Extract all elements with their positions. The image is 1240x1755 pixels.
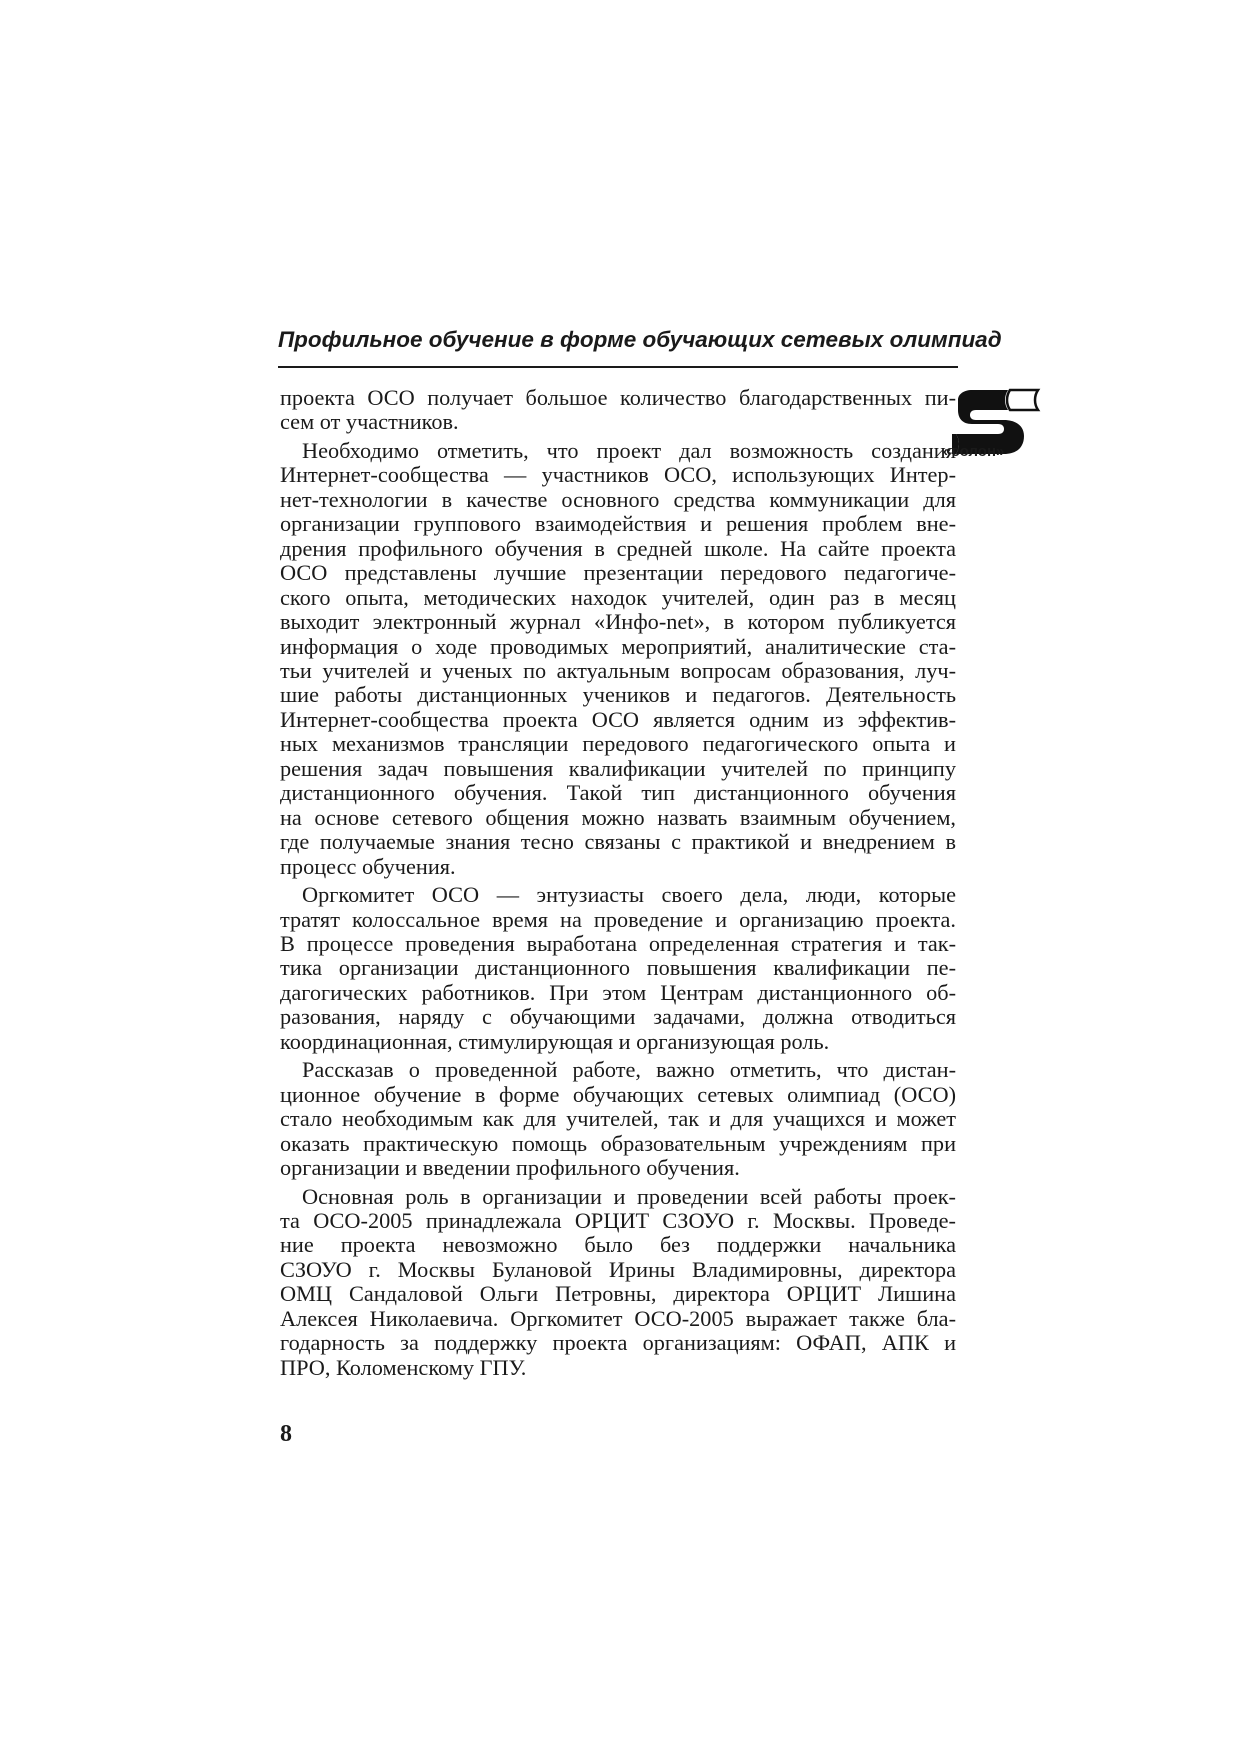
text-line: годарность за поддержку проекта организациям: ОФАП, АПК и — [280, 1330, 956, 1356]
text-line: на основе сетевого общения можно назвать взаимным обучением, — [280, 804, 956, 830]
text-line: разования, наряду с обучающими задачами, должна отводиться — [280, 1004, 956, 1030]
text-line: шие работы дистанционных учеников и педагогов. Деятельность — [280, 682, 956, 708]
text-line: решения задач повышения квалификации учителей по принципу — [280, 755, 956, 781]
text-line: дрения профильного обучения в средней школе. На сайте проекта — [280, 535, 956, 561]
text-line: ОСО представлены лучшие презентации передового педагогиче- — [280, 560, 956, 586]
text-line: нет-технологии в качестве основного средства коммуникации для — [280, 486, 956, 512]
publisher-caption: «солон» — [943, 443, 1005, 460]
text-line: ние проекта невозможно было без поддержки начальника — [280, 1232, 956, 1258]
header-rule — [278, 366, 958, 368]
text-line: координационная, стимулирующая и организующая роль. — [280, 1028, 830, 1054]
text-line: Интернет-сообщества — участников ОСО, использующих Интер- — [280, 462, 956, 488]
text-line: та ОСО-2005 принадлежала ОРЦИТ СЗОУО г. Москвы. Проведе- — [280, 1207, 956, 1233]
text-line: Рассказав о проведенной работе, важно отметить, что дистан- — [302, 1057, 956, 1083]
text-line: ского опыта, методических находок учителей, один раз в месяц — [280, 584, 956, 610]
text-line: проекта ОСО получает большое количество благодарственных пи- — [280, 385, 956, 410]
text-line: ных механизмов трансляции передового педагогического опыта и — [280, 731, 956, 757]
text-line: дистанционного обучения. Такой тип дистанционного обучения — [280, 780, 956, 806]
text-line: Интернет-сообщества проекта ОСО является одним из эффектив- — [280, 706, 956, 732]
text-line: информация о ходе проводимых мероприятий, аналитические ста- — [280, 633, 956, 659]
text-line: тратят колоссальное время на проведение и организацию проекта. — [280, 906, 956, 932]
text-line: тьи учителей и ученых по актуальным вопросам образования, луч- — [280, 657, 956, 683]
text-line: ОМЦ Сандаловой Ольги Петровны, директора ОРЦИТ Лишина — [280, 1281, 956, 1307]
text-line: Необходимо отметить, что проект дал возможность создания — [302, 437, 956, 463]
text-line: выходит электронный журнал «Инфо-net», в котором публикуется — [280, 609, 956, 635]
paragraph — [280, 1185, 956, 1381]
text-line: Основная роль в организации и проведении всей работы проек- — [302, 1183, 956, 1209]
text-line: СЗОУО г. Москвы Булановой Ирины Владимировны, директора — [280, 1256, 956, 1282]
body-text — [280, 386, 956, 1384]
text-line: оказать практическую помощь образовательным учреждениям при — [280, 1130, 956, 1156]
page-number: 8 — [280, 1421, 292, 1447]
text-line: ционное обучение в форме обучающих сетевых олимпиад (ОСО) — [280, 1081, 956, 1107]
text-line: Алексея Николаевича. Оргкомитет ОСО-2005 выражает также бла- — [280, 1305, 956, 1331]
paragraph — [280, 1058, 956, 1180]
text-line: организации и введении профильного обучения. — [280, 1155, 740, 1181]
text-line: организации группового взаимодействия и решения проблем вне- — [280, 511, 956, 537]
text-line: тика организации дистанционного повышения квалификации пе- — [280, 955, 956, 981]
text-line: процесс обучения. — [280, 853, 456, 879]
paragraph — [280, 386, 956, 435]
text-line: где получаемые знания тесно связаны с практикой и внедрением в — [280, 829, 956, 855]
text-line: сем от участников. — [280, 409, 459, 435]
text-line: ПРО, Коломенскому ГПУ. — [280, 1354, 527, 1380]
paragraph — [280, 439, 956, 879]
text-line: дагогических работников. При этом Центрам дистанционного об- — [280, 979, 956, 1005]
running-title: Профильное обучение в форме обучающих сетевых олимпиад — [278, 327, 1002, 352]
text-line: В процессе проведения выработана определенная стратегия и так- — [280, 930, 956, 956]
text-line: Оргкомитет ОСО — энтузиасты своего дела, люди, которые — [302, 882, 956, 908]
paragraph — [280, 883, 956, 1054]
text-line: стало необходимым как для учителей, так и для учащихся и может — [280, 1106, 956, 1132]
